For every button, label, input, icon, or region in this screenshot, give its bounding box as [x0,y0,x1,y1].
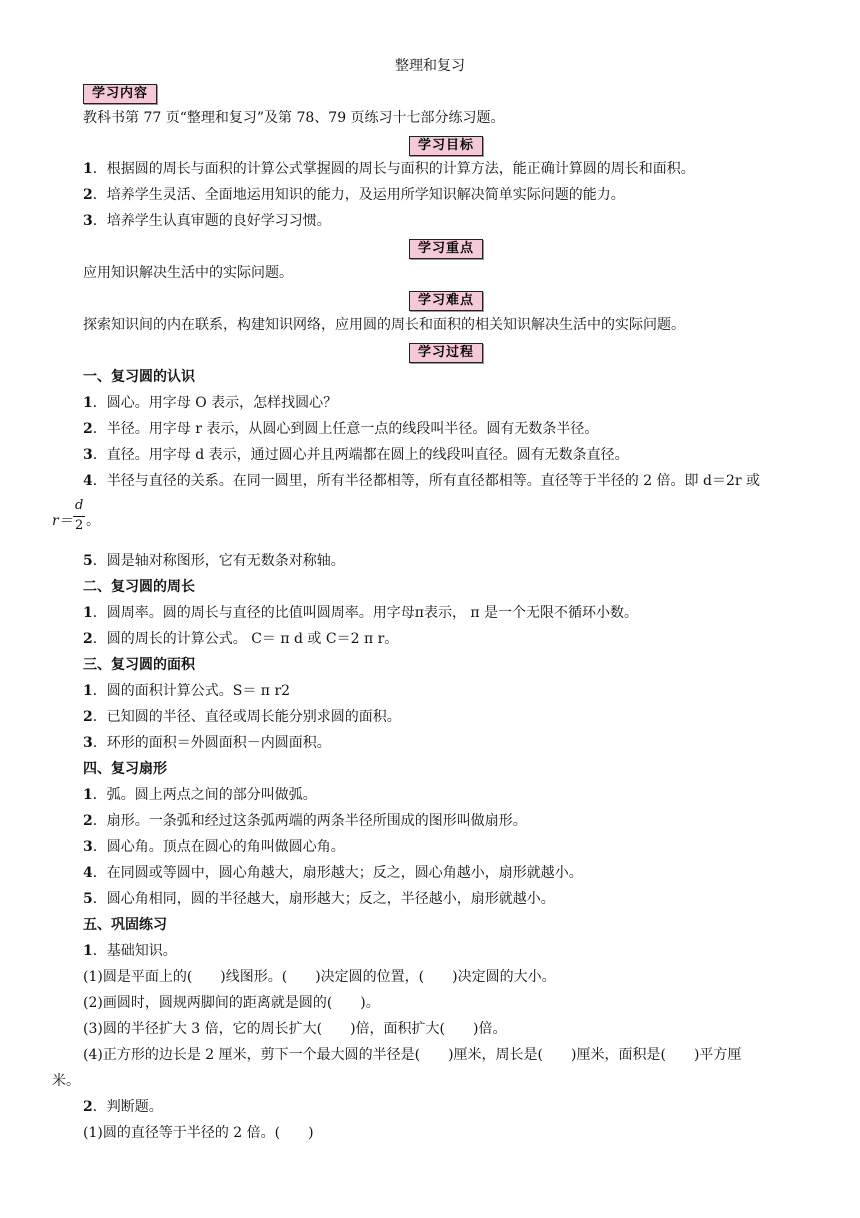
list-item: 2．半径。用字母 r 表示，从圆心到圆上任意一点的线段叫半径。圆有无数条半径。 [83,421,599,437]
question: (2)画圆时，圆规两脚间的距离就是圆的( )。 [83,995,380,1011]
fraction-suffix: 。 [86,513,100,529]
list-item: 1．圆周率。圆的周长与直径的比值叫圆周率。用字母π表示， π 是一个无限不循环小数。 [83,605,639,621]
list-item: 1．基础知识。 [83,943,177,959]
badge-difficulties: 学习难点 [409,291,483,311]
list-item: 2．已知圆的半径、直径或周长能分别求圆的面积。 [83,709,401,725]
list-item: 3．直径。用字母 d 表示，通过圆心并且两端都在圆上的线段叫直径。圆有无数条直径。 [83,447,629,463]
section-heading: 五、巩固练习 [83,917,167,933]
badge-learning-process: 学习过程 [409,343,483,363]
list-item: 1．圆心。用字母 O 表示，怎样找圆心？ [83,395,338,411]
goal-item: 3．培养学生认真审题的良好学习习惯。 [83,213,331,229]
page-title: 整理和复习 [395,58,465,74]
list-item: 4．半径与直径的关系。在同一圆里，所有半径都相等，所有直径都相等。直径等于半径的 2 倍。即 d＝2r 或 [83,473,761,489]
list-item: 4．在同圆或等圆中，圆心角越大，扇形越大；反之，圆心角越小，扇形就越小。 [83,865,583,881]
question-continuation: 米。 [52,1073,80,1089]
list-item: 1．弧。圆上两点之间的部分叫做弧。 [83,787,317,803]
key-text: 应用知识解决生活中的实际问题。 [83,265,293,281]
fraction-numerator: d [75,498,84,513]
section-heading: 三、复习圆的面积 [83,657,195,673]
badge-learning-goals: 学习目标 [409,136,483,156]
list-item: 3．圆心角。顶点在圆心的角叫做圆心角。 [83,839,345,855]
question: (4)正方形的边长是 2 厘米，剪下一个最大圆的半径是( )厘米，周长是( )厘米，面积是( )平方厘 [83,1047,742,1063]
difficulty-text: 探索知识间的内在联系，构建知识网络，应用圆的周长和面积的相关知识解决生活中的实际问题。 [83,317,685,333]
fraction-prefix: r＝ [52,513,73,529]
section-heading: 二、复习圆的周长 [83,579,195,595]
list-item: 2．判断题。 [83,1099,163,1115]
list-item: 2．扇形。一条弧和经过这条弧两端的两条半径所围成的图形叫做扇形。 [83,813,527,829]
section-heading: 一、复习圆的认识 [83,369,195,385]
badge-key-points: 学习重点 [409,239,483,259]
content-text: 教科书第 77 页“整理和复习”及第 78、79 页练习十七部分练习题。 [83,110,505,126]
fraction-bar [73,516,85,517]
list-item: 1．圆的面积计算公式。S＝ π r2 [83,683,291,699]
list-item: 5．圆心角相同，圆的半径越大，扇形越大；反之，半径越小，扇形就越小。 [83,891,555,907]
fraction-denominator: 2 [75,518,84,533]
badge-learning-content: 学习内容 [83,84,157,104]
list-item: 3．环形的面积＝外圆面积－内圆面积。 [83,735,331,751]
list-item: 2．圆的周长的计算公式。 C＝ π d 或 C＝2 π r。 [83,631,399,647]
list-item: 5．圆是轴对称图形，它有无数条对称轴。 [83,553,345,569]
goal-item: 1．根据圆的周长与面积的计算公式掌握圆的周长与面积的计算方法，能正确计算圆的周长和面积。 [83,161,695,177]
question: (3)圆的半径扩大 3 倍，它的周长扩大( )倍，面积扩大( )倍。 [83,1021,507,1037]
section-heading: 四、复习扇形 [83,761,167,777]
question: (1)圆的直径等于半径的 2 倍。( ) [83,1125,314,1141]
question: (1)圆是平面上的( )线图形。( )决定圆的位置，( )决定圆的大小。 [83,969,556,985]
goal-item: 2．培养学生灵活、全面地运用知识的能力，及运用所学知识解决简单实际问题的能力。 [83,187,625,203]
